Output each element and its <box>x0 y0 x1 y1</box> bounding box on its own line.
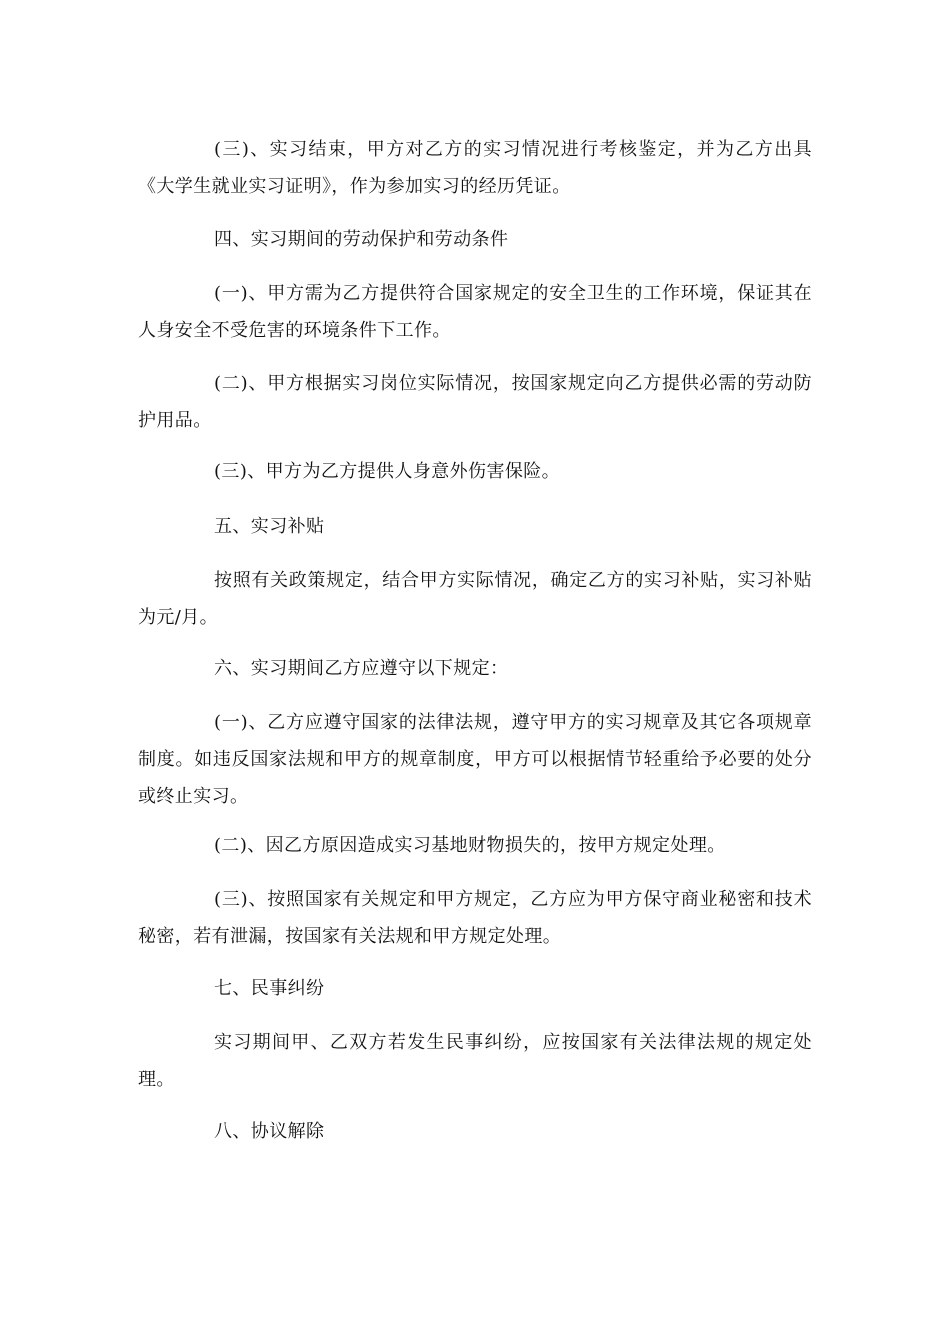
paragraph-obey-laws: (一)、乙方应遵守国家的法律法规，遵守甲方的实习规章及其它各项规章制度。如违反国家法规和甲方的规章制度，甲方可以根据情节轻重给予必要的处分或终止实习。 <box>138 712 812 807</box>
paragraph-accident-insurance: (三)、甲方为乙方提供人身意外伤害保险。 <box>214 461 561 482</box>
heading-section-6-regulations: 六、实习期间乙方应遵守以下规定： <box>214 658 509 679</box>
paragraph-property-loss: (二)、因乙方原因造成实习基地财物损失的，按甲方规定处理。 <box>214 835 726 856</box>
heading-section-8-termination: 八、协议解除 <box>214 1121 325 1142</box>
paragraph-internship-end-certificate: (三)、实习结束，甲方对乙方的实习情况进行考核鉴定，并为乙方出具《大学生就业实习证明》，作为参加实习的经历凭证。 <box>138 139 812 197</box>
paragraph-trade-secrets: (三)、按照国家有关规定和甲方规定，乙方应为甲方保守商业秘密和技术秘密，若有泄漏，按国家有关法规和甲方规定处理。 <box>138 889 812 947</box>
paragraph-subsidy-amount: 按照有关政策规定，结合甲方实际情况，确定乙方的实习补贴，实习补贴为元/月。 <box>138 570 812 628</box>
paragraph-dispute-handling: 实习期间甲、乙双方若发生民事纠纷，应按国家有关法律法规的规定处理。 <box>138 1032 812 1090</box>
heading-section-4-labor-protection: 四、实习期间的劳动保护和劳动条件 <box>214 229 509 250</box>
paragraph-protective-equipment: (二)、甲方根据实习岗位实际情况，按国家规定向乙方提供必需的劳动防护用品。 <box>138 373 812 431</box>
paragraph-safe-work-environment: (一)、甲方需为乙方提供符合国家规定的安全卫生的工作环境，保证其在人身安全不受危害的环境条件下工作。 <box>138 283 812 341</box>
heading-section-5-subsidy: 五、实习补贴 <box>214 516 325 537</box>
heading-section-7-civil-disputes: 七、民事纠纷 <box>214 978 325 999</box>
